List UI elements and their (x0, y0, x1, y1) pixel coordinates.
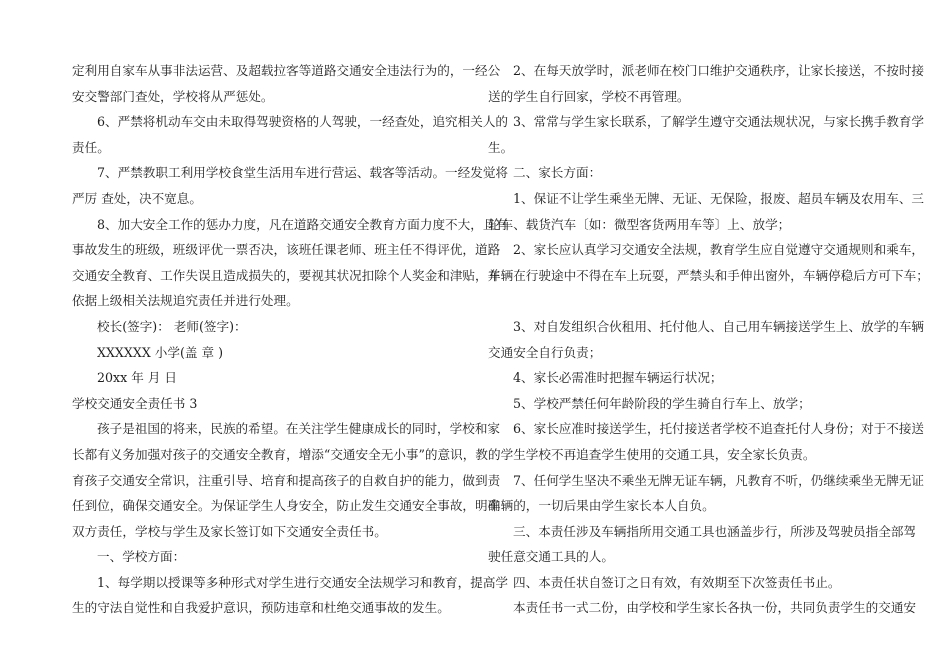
right-column (488, 58, 929, 621)
text-line: 一、学校方面： (97, 549, 186, 565)
text-line: 2、家长应认真学习交通安全法规，教育学生应自觉遵守交通规则和乘车， (513, 242, 925, 258)
text-line: 车辆在行驶途中不得在车上玩耍，严禁头和手伸出窗外，车辆停稳后方可下车； (488, 267, 929, 283)
text-line: 1、保证不让学生乘坐无牌、无证、无保险，报废、超员车辆及农用车、三 (513, 190, 925, 206)
text-line: 长都有义务加强对孩子的交通安全教育，增添“交通安全无小事”的意识，教 (72, 446, 488, 462)
text-line: 育孩子交通安全常识，注重引导、培育和提高孩子的自救自护的能力，做到责 (72, 472, 501, 488)
text-line: 安交警部门查处，学校将从严惩处。 (72, 88, 274, 104)
text-line: 3、对自发组织合伙租用、托付他人、自己用车辆接送学生上、放学的车辆 (513, 318, 925, 334)
text-line: 任到位，确保交通安全。为保证学生人身安全，防止发生交通安全事故，明确 (72, 498, 501, 514)
text-line: 1、每学期以授课等多种形式对学生进行交通安全法规学习和教育，提高学 (97, 574, 509, 590)
text-line: 6、家长应准时接送学生，托付接送者学校不追查托付人身份；对于不接送 (513, 421, 925, 437)
text-line: 学校交通安全责任书 3 (72, 395, 198, 411)
text-line: 4、家长必需准时把握车辆运行状况； (513, 370, 723, 386)
text-line: 车辆的，一切后果由学生家长本人自负。 (488, 498, 715, 514)
text-line: 严厉 查处，决不宽息。 (72, 190, 202, 206)
text-line: 校长(签字)： 老师(签字)： (97, 318, 247, 334)
text-line: 本责任书一式二份，由学校和学生家长各执一份，共同负责学生的交通安 (513, 600, 916, 616)
text-line: 6、严禁将机动车交由未取得驾驶资格的人驾驶，一经查处，追究相关人的 (97, 114, 509, 130)
text-line (488, 288, 878, 314)
text-line: 20xx 年 月 日 (97, 370, 178, 386)
text-line: 生的守法自觉性和自我爱护意识，预防违章和杜绝交通事故的发生。 (72, 600, 450, 616)
text-line: 依据上级相关法规追究责任并进行处理。 (72, 293, 299, 309)
text-line: 四、本责任状自签订之日有效，有效期至下次签责任书止。 (513, 574, 841, 590)
text-line: 生。 (488, 139, 514, 155)
text-line: 8、加大安全工作的惩办力度，凡在道路交通安全教育方面力度不大，且有 (97, 216, 509, 232)
text-line: 7、任何学生坚决不乘坐无牌无证车辆，凡教育不听，仍继续乘坐无牌无证 (513, 472, 925, 488)
text-line: 的学生学校不再追查学生使用的交通工具，安全家长负责。 (488, 446, 816, 462)
text-line: 送的学生自行回家，学校不再管理。 (488, 88, 690, 104)
text-line: 轮车、载货汽车〔如：微型客货两用车等〕上、放学； (488, 216, 791, 232)
text-line: 3、常常与学生家长联系，了解学生遵守交通法规状况，与家长携手教育学 (513, 114, 925, 130)
text-line: 责任。 (72, 139, 110, 155)
text-line: 二、家长方面： (513, 165, 602, 181)
text-line: 7、严禁教职工利用学校食堂生活用车进行营运、载客等活动。一经发觉将 (97, 165, 509, 181)
left-column (72, 58, 509, 621)
text-line: 交通安全自行负责； (488, 344, 602, 360)
text-line: 孩子是祖国的将来，民族的希望。在关注学生健康成长的同时，学校和家 (97, 421, 500, 437)
text-line: 事故发生的班级，班级评优一票否决，该班任课老师、班主任不得评优，道路 (72, 242, 501, 258)
text-line: 三、本责任涉及车辆指所用交通工具也涵盖步行，所涉及驾驶员指全部驾 (513, 523, 916, 539)
text-line: 2、在每天放学时，派老师在校门口维护交通秩序，让家长接送，不按时接 (513, 63, 925, 78)
text-line: 双方责任，学校与学生及家长签订如下交通安全责任书。 (72, 523, 387, 539)
text-line: XXXXXX 小学(盖 章 ) (97, 344, 224, 360)
text-line: 交通安全教育、工作失误且造成损失的，要视其状况扣除个人奖金和津贴，并 (72, 267, 501, 283)
text-line: 驶任意交通工具的人。 (488, 549, 614, 565)
text-line: 定利用自家车从事非法运营、及超载拉客等道路交通安全违法行为的，一经公 (72, 63, 501, 78)
text-line: 5、学校严禁任何年龄阶段的学生骑自行车上、放学； (513, 395, 811, 411)
